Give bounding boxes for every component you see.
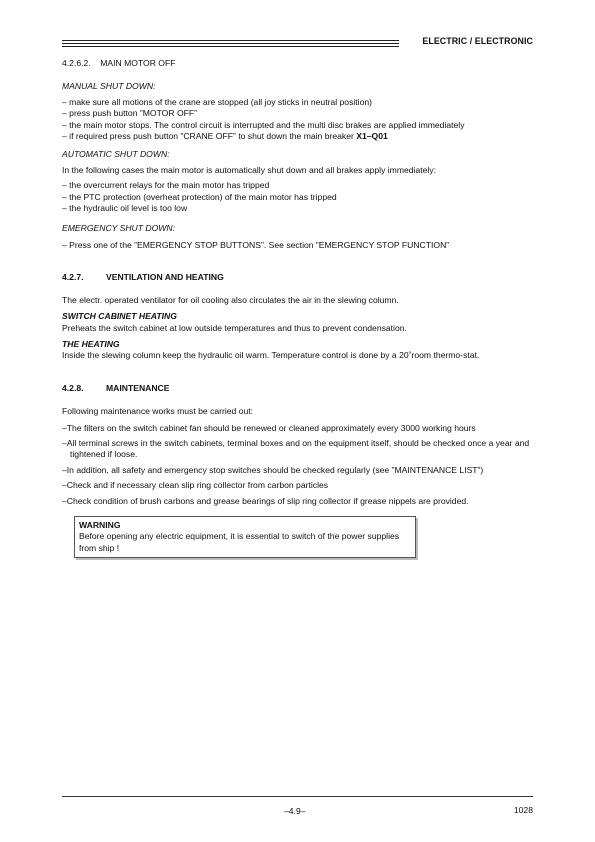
heating-heading: THE HEATING xyxy=(62,338,120,349)
breaker-code: X1–Q01 xyxy=(356,131,388,142)
header-title: ELECTRIC / ELECTRONIC xyxy=(422,36,533,46)
section-title-ventilation xyxy=(62,272,534,283)
list-item: –The filters on the switch cabinet fan should be renewed or cleaned approximately every 3000 working hours xyxy=(62,422,476,433)
automatic-shutdown-list xyxy=(62,180,534,214)
footer-rule xyxy=(62,796,533,797)
section-title-maintenance xyxy=(62,383,534,394)
list-item xyxy=(62,131,534,142)
emergency-shutdown-item: – Press one of the ”EMERGENCY STOP BUTTONS”. See section ”EMERGENCY STOP FUNCTION” xyxy=(62,239,450,250)
page-number: –4.9– xyxy=(284,806,306,816)
list-item: –All terminal screws in the switch cabinets, terminal boxes and on the equipment itself, should be checked once a year and tightened if loose. xyxy=(62,437,530,460)
section-number: 4.2.7. xyxy=(62,272,84,283)
section-heading: VENTILATION AND HEATING xyxy=(106,272,224,283)
document-number: 1028 xyxy=(513,805,533,815)
header-rule xyxy=(62,40,399,47)
list-item-text: – if required press push button ”CRANE OFF” to shut down the main breaker xyxy=(62,131,357,142)
section-heading: MAINTENANCE xyxy=(106,382,170,393)
section-number: 4.2.8. xyxy=(62,382,84,393)
list-item: – the PTC protection (overheat protection) of the main motor has tripped xyxy=(62,191,337,202)
warning-box xyxy=(74,516,416,558)
emergency-shutdown-heading: EMERGENCY SHUT DOWN: xyxy=(62,223,175,234)
warning-title: WARNING xyxy=(79,519,121,530)
list-item: – the overcurrent relays for the main motor has tripped xyxy=(62,180,270,191)
automatic-shutdown-heading: AUTOMATIC SHUT DOWN: xyxy=(62,149,170,160)
maintenance-list xyxy=(62,423,534,507)
page-header xyxy=(62,36,533,48)
maintenance-intro: Following maintenance works must be carried out: xyxy=(62,406,254,417)
list-item: – make sure all motions of the crane are stopped (all joy sticks in neutral position) xyxy=(62,96,373,107)
page-content xyxy=(62,58,534,558)
list-item: –Check condition of brush carbons and grease bearings of slip ring collector if grease nippels are provided. xyxy=(62,495,469,506)
ventilation-intro: The electr. operated ventilator for oil cooling also circulates the air in the slewing column. xyxy=(62,294,399,305)
manual-shutdown-heading: MANUAL SHUT DOWN: xyxy=(62,81,156,92)
section-title-main-motor-off: 4.2.6.2. MAIN MOTOR OFF xyxy=(62,58,176,68)
switch-cabinet-heating-heading: SWITCH CABINET HEATING xyxy=(62,311,177,322)
list-item: –In addition, all safety and emergency stop switches should be checked regularly (see ”MAINTENANCE LIST”) xyxy=(62,464,484,475)
list-item: – press push button ”MOTOR OFF” xyxy=(62,108,197,119)
list-item: –Check and if necessary clean slip ring collector from carbon particles xyxy=(62,480,329,491)
list-item: – the main motor stops. The control circuit is interrupted and the multi disc brakes are applied immediately xyxy=(62,119,465,130)
heating-text: Inside the slewing column keep the hydraulic oil warm. Temperature control is done by a 20˚room thermo-stat. xyxy=(62,350,480,361)
automatic-shutdown-intro: In the following cases the main motor is automatically shut down and all brakes apply immediately: xyxy=(62,164,437,175)
list-item: – the hydraulic oil level is too low xyxy=(62,203,188,214)
switch-cabinet-heating-text: Preheats the switch cabinet at low outside temperatures and thus to prevent condensation. xyxy=(62,322,407,333)
manual-shutdown-list xyxy=(62,97,534,143)
warning-text: Before opening any electric equipment, it is essential to switch of the power supplies from ship ! xyxy=(79,531,400,553)
